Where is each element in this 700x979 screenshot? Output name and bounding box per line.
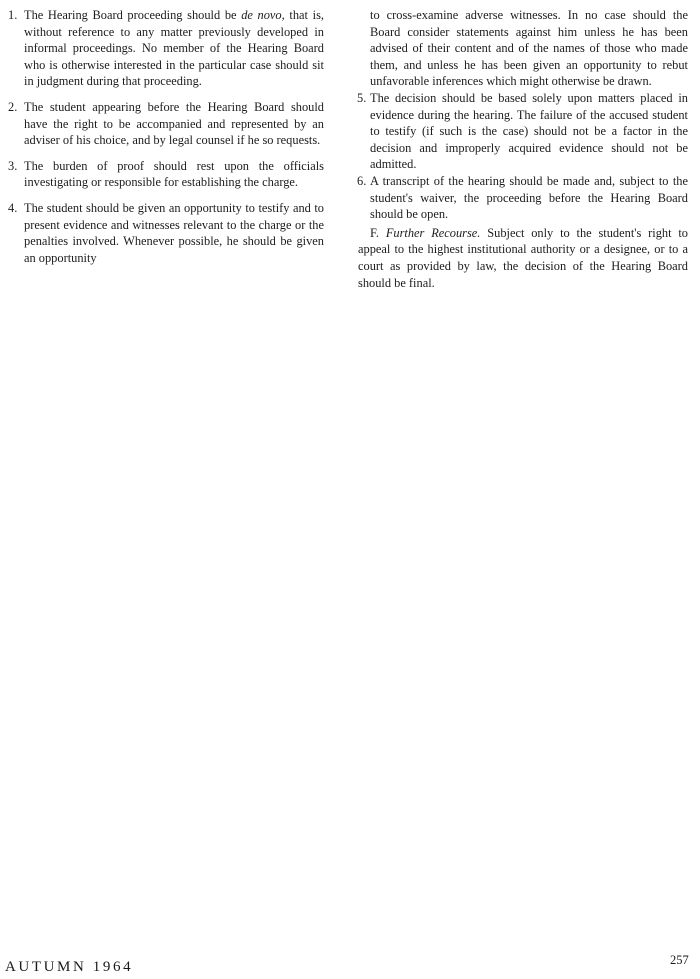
item-number: 5. bbox=[357, 90, 367, 105]
item-text: The student appearing before the Hearing Board should have the right to be accompanied and represented by an adviser of his choice, and by legal counsel if he so requests. bbox=[24, 99, 324, 148]
item-text: The decision should be based solely upon matters placed in evidence during the hearing. The failure of the accused student to testify (if such is the case) should not be a factor in the decision and improperly acquired evidence should not be admitted. bbox=[370, 90, 688, 172]
item-text: The burden of proof should rest upon the officials investigating or responsible for establishing the charge. bbox=[24, 158, 324, 190]
list-item-3 bbox=[8, 158, 324, 191]
list-item-4 bbox=[8, 200, 324, 266]
item-text: The student should be given an opportunity to testify and to present evidence and witnesses relevant to the charge or the penalties involved. Whenever possible, he should be given an opportunity bbox=[24, 200, 324, 265]
section-f-paragraph bbox=[358, 225, 688, 291]
issue-footer: AUTUMN 1964 bbox=[5, 959, 134, 975]
section-text: Subject only to the student's right to appeal to the highest institutional authority or a designee, or to a court as provided by law, the decision of the Hearing Board should be final. bbox=[358, 225, 688, 290]
section-heading: Further Recourse. bbox=[385, 225, 481, 240]
item-number: 6. bbox=[357, 173, 367, 188]
item-text-cont: that is, without reference to any matter previously developed in informal proceedings. No member of the Hearing Board who is otherwise interested in the particular case should sit in judgment during that proceeding. bbox=[24, 8, 324, 89]
item-number: 3. bbox=[8, 158, 18, 173]
item-number: 1. bbox=[8, 8, 18, 22]
right-column bbox=[358, 7, 688, 291]
page-number: 257 bbox=[670, 953, 689, 967]
item-number: 2. bbox=[8, 99, 18, 114]
item-text: A transcript of the hearing should be made and, subject to the student's waiver, the proceeding before the Hearing Board should be open. bbox=[370, 173, 688, 222]
item-text-emphasis: de novo, bbox=[241, 8, 285, 22]
list-item-1 bbox=[8, 7, 324, 90]
section-label: F. bbox=[370, 225, 379, 240]
item-text: to cross-examine adverse witnesses. In no case should the Board consider statements against him unless he has been advised of their content and of the names of those who made them, and unless he has been given an opportunity to rebut unfavorable inferences which might otherwise be drawn. bbox=[370, 8, 688, 89]
list-item-2 bbox=[8, 99, 324, 149]
item-text: The Hearing Board proceeding should be bbox=[24, 8, 242, 22]
list-item-5 bbox=[358, 90, 688, 173]
list-item-6 bbox=[358, 173, 688, 223]
left-column bbox=[8, 7, 324, 275]
list-item-4-continuation bbox=[358, 7, 688, 90]
item-number: 4. bbox=[8, 200, 18, 215]
